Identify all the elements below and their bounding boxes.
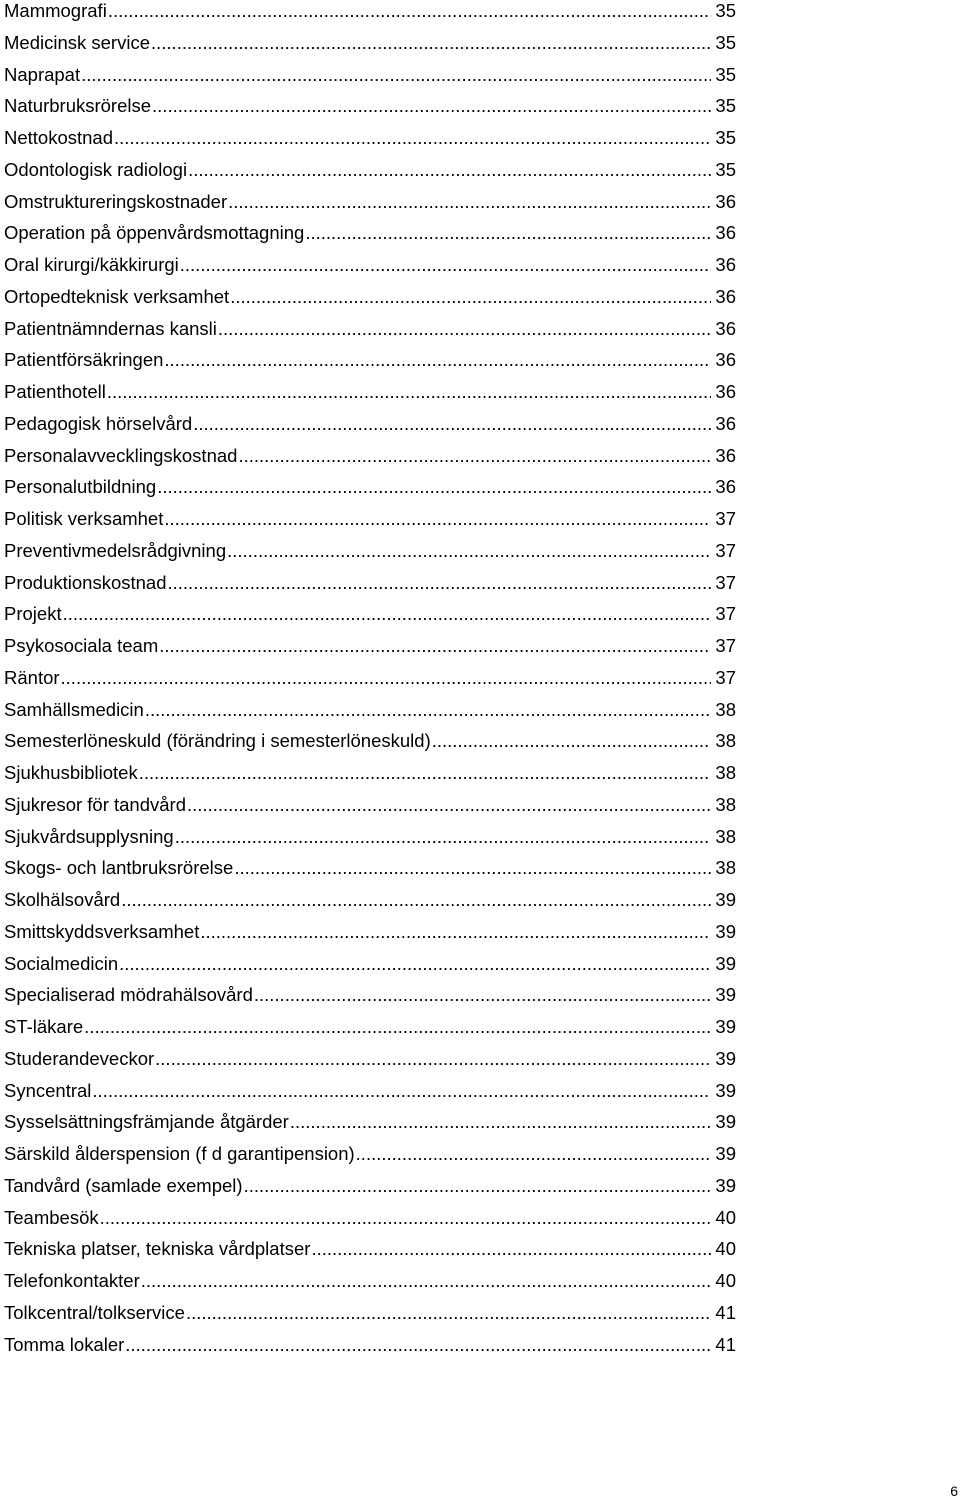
toc-entry[interactable] (4, 1207, 736, 1239)
toc-entry-label: Omstruktureringskostnader (4, 190, 228, 212)
toc-entry-label: Personalutbildning (4, 476, 157, 498)
toc-entry-page: 35 (715, 63, 736, 85)
toc-entry[interactable] (4, 794, 736, 826)
toc-entry[interactable] (4, 699, 736, 731)
toc-entry-page: 40 (715, 1206, 736, 1228)
toc-entry-page: 39 (715, 984, 736, 1006)
dot-leader (139, 762, 711, 784)
toc-entry-label: Tomma lokaler (4, 1333, 125, 1355)
toc-entry-page: 38 (715, 793, 736, 815)
dot-leader (141, 1270, 711, 1292)
dot-leader (164, 349, 711, 371)
dot-leader (187, 794, 711, 816)
toc-entry-page: 38 (715, 730, 736, 752)
toc-entry-label: Naprapat (4, 63, 81, 85)
toc-entry-page: 39 (715, 1111, 736, 1133)
toc-entry-label: Patienthotell (4, 381, 106, 402)
toc-entry[interactable] (4, 1175, 736, 1207)
toc-entry-label: Naturbruksrörelse (4, 95, 152, 117)
toc-entry[interactable] (4, 445, 736, 477)
toc-entry-page: 39 (715, 1016, 736, 1037)
dot-leader (254, 984, 711, 1006)
dot-leader (159, 635, 711, 657)
toc-entry-label: Räntor (4, 666, 60, 688)
toc-entry-page: 39 (715, 1174, 736, 1196)
toc-entry-page: 38 (715, 857, 736, 879)
dot-leader (108, 0, 711, 22)
toc-entry[interactable] (4, 1080, 736, 1112)
toc-entry[interactable] (4, 191, 736, 223)
toc-entry-page: 37 (715, 539, 736, 561)
toc-entry[interactable] (4, 349, 736, 381)
toc-entry-label: Patientnämndernas kansli (4, 317, 217, 339)
toc-entry[interactable] (4, 1111, 736, 1143)
toc-entry[interactable] (4, 159, 736, 191)
toc-entry-label: Mammografi (4, 0, 107, 21)
toc-entry-page: 40 (715, 1238, 736, 1260)
toc-entry[interactable] (4, 667, 736, 699)
toc-entry-label: Studerandeveckor (4, 1047, 155, 1069)
toc-entry[interactable] (4, 95, 736, 127)
toc-entry[interactable] (4, 1334, 736, 1366)
dot-leader (356, 1143, 711, 1165)
toc-entry-label: Smittskyddsverksamhet (4, 920, 200, 942)
dot-leader (305, 222, 711, 244)
toc-entry-page: 37 (715, 666, 736, 688)
toc-entry[interactable] (4, 540, 736, 572)
toc-entry[interactable] (4, 762, 736, 794)
toc-entry-label: Patientförsäkringen (4, 349, 164, 371)
toc-entry[interactable] (4, 32, 736, 64)
toc-entry-label: Personalavvecklingskostnad (4, 444, 238, 466)
dot-leader (218, 318, 711, 340)
toc-entry[interactable] (4, 921, 736, 953)
toc-entry[interactable] (4, 127, 736, 159)
toc-entry[interactable] (4, 984, 736, 1016)
toc-entry[interactable] (4, 1016, 736, 1048)
dot-leader (200, 921, 711, 943)
dot-leader (114, 127, 711, 149)
toc-entry-page: 35 (715, 158, 736, 180)
toc-entry-page: 35 (715, 31, 736, 53)
toc-entry-label: Teambesök (4, 1206, 99, 1228)
toc-entry-page: 36 (715, 254, 736, 275)
toc-entry[interactable] (4, 286, 736, 318)
dot-leader (100, 1207, 711, 1229)
toc-entry[interactable] (4, 635, 736, 667)
toc-entry-page: 36 (715, 476, 736, 498)
toc-entry-label: Psykosociala team (4, 635, 159, 656)
toc-entry-page: 38 (715, 698, 736, 720)
toc-entry-page: 39 (715, 889, 736, 910)
toc-entry-label: Tandvård (samlade exempel) (4, 1174, 243, 1196)
toc-entry-page: 39 (715, 920, 736, 942)
table-of-contents (4, 0, 736, 1365)
toc-entry-page: 36 (715, 285, 736, 307)
dot-leader (227, 540, 711, 562)
toc-entry-page: 35 (715, 127, 736, 148)
toc-entry[interactable] (4, 318, 736, 350)
toc-entry-label: Odontologisk radiologi (4, 158, 188, 180)
toc-entry-label: Socialmedicin (4, 952, 119, 974)
dot-leader (92, 1080, 711, 1102)
toc-entry[interactable] (4, 572, 736, 604)
dot-leader (152, 95, 711, 117)
toc-entry-label: Produktionskostnad (4, 571, 167, 593)
dot-leader (145, 699, 711, 721)
toc-entry[interactable] (4, 476, 736, 508)
toc-entry[interactable] (4, 826, 736, 858)
dot-leader (164, 508, 711, 530)
toc-entry-page: 36 (715, 381, 736, 402)
dot-leader (119, 953, 711, 975)
toc-entry-label: Oral kirurgi/käkkirurgi (4, 254, 179, 275)
toc-entry-label: ST-läkare (4, 1016, 84, 1037)
dot-leader (230, 286, 711, 308)
dot-leader (432, 730, 711, 752)
toc-entry-label: Tolkcentral/tolkservice (4, 1301, 185, 1323)
toc-entry-page: 35 (715, 0, 736, 21)
toc-entry-label: Operation på öppenvårdsmottagning (4, 222, 305, 244)
toc-entry-label: Specialiserad mödrahälsovård (4, 984, 253, 1006)
toc-entry-page: 39 (715, 1079, 736, 1101)
dot-leader (193, 413, 711, 435)
toc-entry-page: 35 (715, 95, 736, 117)
toc-entry-label: Särskild ålderspension (f d garantipension) (4, 1143, 355, 1164)
toc-entry-page: 36 (715, 222, 736, 244)
toc-entry[interactable] (4, 730, 736, 762)
dot-leader (125, 1334, 711, 1356)
toc-entry-page: 37 (715, 603, 736, 625)
toc-entry-label: Ortopedteknisk verksamhet (4, 285, 230, 307)
dot-leader (228, 191, 711, 213)
dot-leader (238, 445, 711, 467)
toc-entry[interactable] (4, 1270, 736, 1302)
toc-entry-page: 39 (715, 1143, 736, 1164)
toc-entry-label: Nettokostnad (4, 127, 114, 148)
dot-leader (151, 32, 711, 54)
dot-leader (180, 254, 711, 276)
dot-leader (81, 64, 711, 86)
toc-entry-label: Pedagogisk hörselvård (4, 412, 193, 434)
dot-leader (61, 667, 711, 689)
dot-leader (290, 1111, 711, 1133)
toc-entry-label: Politisk verksamhet (4, 508, 164, 529)
dot-leader (63, 603, 711, 625)
dot-leader (186, 1302, 711, 1324)
dot-leader (311, 1238, 711, 1260)
toc-entry[interactable] (4, 0, 736, 32)
toc-entry[interactable] (4, 1143, 736, 1175)
toc-entry-label: Skolhälsovård (4, 889, 121, 910)
toc-entry-label: Skogs- och lantbruksrörelse (4, 857, 234, 879)
toc-entry-page: 37 (715, 571, 736, 593)
toc-entry-label: Sjukresor för tandvård (4, 793, 187, 815)
toc-entry[interactable] (4, 889, 736, 921)
toc-entry[interactable] (4, 381, 736, 413)
dot-leader (234, 857, 711, 879)
toc-entry-page: 36 (715, 444, 736, 466)
toc-entry[interactable] (4, 603, 736, 635)
toc-entry-label: Projekt (4, 603, 62, 625)
toc-entry-label: Medicinsk service (4, 31, 150, 53)
toc-entry-label: Samhällsmedicin (4, 698, 144, 720)
toc-entry[interactable] (4, 254, 736, 286)
dot-leader (168, 572, 712, 594)
toc-entry-page: 37 (715, 508, 736, 529)
toc-entry[interactable] (4, 857, 736, 889)
toc-entry-page: 36 (715, 317, 736, 339)
toc-entry-page: 36 (715, 349, 736, 371)
toc-entry-page: 39 (715, 952, 736, 974)
toc-entry-label: Sjukvårdsupplysning (4, 825, 174, 847)
toc-entry[interactable] (4, 64, 736, 96)
dot-leader (188, 159, 711, 181)
toc-entry[interactable] (4, 413, 736, 445)
toc-entry[interactable] (4, 222, 736, 254)
toc-entry-label: Sjukhusbibliotek (4, 762, 138, 783)
toc-entry-label: Telefonkontakter (4, 1270, 140, 1291)
toc-entry-label: Sysselsättningsfrämjande åtgärder (4, 1111, 289, 1133)
toc-entry-page: 36 (715, 412, 736, 434)
toc-entry-page: 36 (715, 190, 736, 212)
dot-leader (244, 1175, 711, 1197)
toc-entry-page: 39 (715, 1047, 736, 1069)
toc-entry[interactable] (4, 1048, 736, 1080)
toc-entry-page: 38 (715, 762, 736, 783)
dot-leader (121, 889, 711, 911)
toc-entry[interactable] (4, 508, 736, 540)
toc-entry[interactable] (4, 1238, 736, 1270)
toc-entry-label: Semesterlöneskuld (förändring i semesterlöneskuld) (4, 730, 431, 752)
toc-entry-label: Tekniska platser, tekniska vårdplatser (4, 1238, 311, 1260)
toc-entry-page: 37 (715, 635, 736, 656)
dot-leader (157, 476, 711, 498)
dot-leader (175, 826, 711, 848)
toc-entry[interactable] (4, 953, 736, 985)
dot-leader (155, 1048, 711, 1070)
toc-entry-page: 38 (715, 825, 736, 847)
page-number: 6 (950, 1483, 958, 1499)
toc-entry-label: Syncentral (4, 1079, 92, 1101)
toc-entry-label: Preventivmedelsrådgivning (4, 539, 227, 561)
toc-entry-page: 41 (715, 1333, 736, 1355)
toc-entry-page: 40 (715, 1270, 736, 1291)
toc-entry-page: 41 (715, 1301, 736, 1323)
toc-entry[interactable] (4, 1302, 736, 1334)
dot-leader (84, 1016, 711, 1038)
dot-leader (107, 381, 711, 403)
